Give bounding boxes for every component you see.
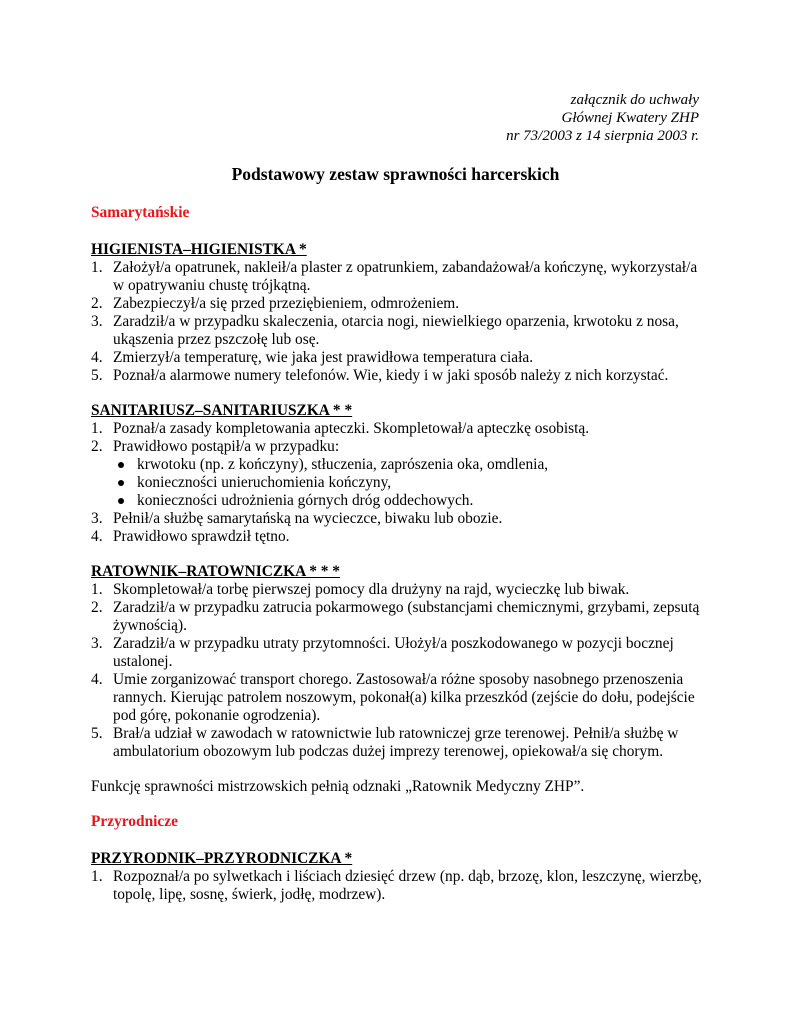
requirements-list — [91, 581, 711, 761]
list-item: 3. Zaradził/a w przypadku utraty przytomności. Ułożył/a poszkodowanego w pozycji bocznej ustalonej. — [91, 635, 674, 670]
header-line: załącznik do uchwały — [570, 92, 699, 108]
list-item: 3. Zaradził/a w przypadku skaleczenia, otarcia nogi, niewielkiego oparzenia, krwotoku z nosa, ukąszenia przez pszczołę lub osę. — [91, 313, 679, 348]
section-heading: Przyrodnicze — [91, 813, 178, 830]
list-item: 1. Poznał/a zasady kompletowania apteczki. Skompletował/a apteczkę osobistą. — [91, 420, 590, 437]
list-item: 4. Zmierzył/a temperaturę, wie jaka jest prawidłowa temperatura ciała. — [91, 349, 534, 366]
list-item: 2. Zabezpieczył/a się przed przeziębieniem, odmrożeniem. — [91, 295, 460, 312]
header-line: nr 73/2003 z 14 sierpnia 2003 r. — [506, 128, 699, 144]
bullet-item: krwotoku (np. z kończyny), stłuczenia, zaprószenia oka, omdlenia, — [113, 456, 711, 474]
requirements-list — [91, 259, 711, 385]
badge-heading: HIGIENISTA–HIGIENISTKA * — [91, 241, 307, 258]
note-text: Funkcję sprawności mistrzowskich pełnią odznaki „Ratownik Medyczny ZHP”. — [91, 778, 585, 795]
list-item: 4. Prawidłowo sprawdził tętno. — [91, 528, 290, 545]
list-item: 2. Zaradził/a w przypadku zatrucia pokarmowego (substancjami chemicznymi, grzybami, zepsutą żywnością). — [91, 599, 700, 634]
list-item: 1. Skompletował/a torbę pierwszej pomocy dla drużyny na rajd, wycieczkę lub biwak. — [91, 581, 630, 598]
requirements-list — [91, 420, 711, 546]
header-line: Głównej Kwatery ZHP — [561, 110, 699, 126]
document-body — [91, 204, 711, 904]
list-item: 1. Rozpoznał/a po sylwetkach i liściach dziesięć drzew (np. dąb, brzozę, klon, leszczynę, wierzbę, topolę, lipę, sosnę, świerk, jodłę, modrzew). — [91, 868, 702, 903]
page-title: Podstawowy zestaw sprawności harcerskich — [231, 164, 560, 184]
section-heading: Samarytańskie — [91, 204, 190, 221]
list-item: 1. Założył/a opatrunek, nakleił/a plaster z opatrunkiem, zabandażował/a kończynę, wykorzystał/a w opatrywaniu chustę trójkątną. — [91, 259, 698, 294]
badge-heading: PRZYRODNIK–PRZYRODNICZKA * — [91, 850, 353, 867]
list-item: 5. Brał/a udział w zawodach w ratownictwie lub ratowniczej grze terenowej. Pełnił/a służbę w ambulatorium obozowym lub podczas dużej imprezy terenowej, opiekował/a się chorym. — [91, 725, 679, 760]
bullet-list — [113, 456, 711, 510]
requirements-list — [91, 868, 711, 904]
list-item: 5. Poznał/a alarmowe numery telefonów. Wie, kiedy i w jaki sposób należy z nich korzystać. — [91, 367, 669, 384]
document-header — [506, 91, 699, 145]
list-item: 2. Prawidłowo postąpił/a w przypadku: krwotoku (np. z kończyny), stłuczenia, zaprószenia oka, omdlenia, konieczności unieruchomienia kończyny, konieczności udrożnienia górnych dróg oddechowych. — [91, 438, 711, 510]
badge-heading: SANITARIUSZ–SANITARIUSZKA * * — [91, 402, 353, 419]
badge-heading: RATOWNIK–RATOWNICZKA * * * — [91, 563, 340, 580]
bullet-item: konieczności unieruchomienia kończyny, — [113, 474, 711, 492]
list-item: 4. Umie zorganizować transport chorego. Zastosował/a różne sposoby nasobnego przenoszenia rannych. Kierując patrolem noszowym, pokonał(a) kilka przeszkód (zejście do dołu, podejście pod górę, pokonanie ogrodzenia). — [91, 671, 695, 724]
list-item: 3. Pełnił/a służbę samarytańską na wycieczce, biwaku lub obozie. — [91, 510, 503, 527]
bullet-item: konieczności udrożnienia górnych dróg oddechowych. — [113, 492, 711, 510]
